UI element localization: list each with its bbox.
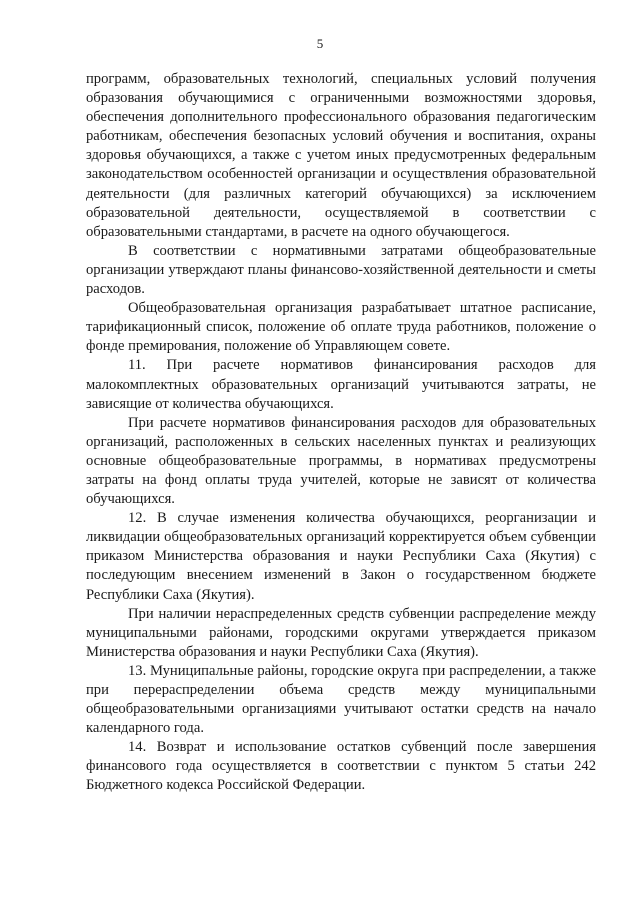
document-body bbox=[86, 70, 596, 796]
paragraph-clause-11: 11. При расчете нормативов финансирования расходов для малокомплектных образовательных организаций учитываются затраты, не зависящие от количества обучающихся. bbox=[86, 357, 596, 412]
paragraph: При наличии нераспределенных средств субвенции распределение между муниципальными районами, городскими округами утверждается приказом Министерства образования и науки Республики Саха (Якутия). bbox=[86, 605, 596, 660]
paragraph: В соответствии с нормативными затратами общеобразовательные организации утверждают планы финансово-хозяйственной деятельности и сметы расходов. bbox=[86, 242, 596, 298]
paragraph-clause-12: 12. В случае изменения количества обучающихся, реорганизации и ликвидации общеобразовательных организаций корректируется объем субвенции приказом Министерства образования и науки Республики Саха (Якутия) с последующим внесением изменений в Закон о государственном бюджете Республики Саха (Якутия). bbox=[86, 510, 596, 603]
paragraph-clause-13: 13. Муниципальные районы, городские округа при распределении, а также при перераспределении объема средств между муниципальными общеобразовательными организациями учитывают остатки средств на начало календарного года. bbox=[86, 662, 596, 737]
page-number: 5 bbox=[316, 36, 324, 51]
paragraph: При расчете нормативов финансирования расходов для образовательных организаций, расположенных в сельских населенных пунктах и реализующих основные общеобразовательные программы, в нормативах предусмотрены затраты на фонд оплаты труда учителей, которые не зависят от количества обучающихся. bbox=[86, 414, 596, 508]
paragraph: Общеобразовательная организация разрабатывает штатное расписание, тарификационный список, положение об оплате труда работников, положение о фонде премирования, положение об Управляющем совете. bbox=[86, 300, 596, 355]
paragraph-clause-14: 14. Возврат и использование остатков субвенций после завершения финансового года осуществляется в соответствии с пунктом 5 статьи 242 Бюджетного кодекса Российской Федерации. bbox=[86, 739, 596, 794]
paragraph-continuation: программ, образовательных технологий, специальных условий получения образования обучающимися с ограниченными возможностями здоровья, обеспечения дополнительного профессионального образования педагогическим работникам, обеспечения безопасных условий обучения и воспитания, охраны здоровья обучающихся, а также с учетом иных предусмотренных федеральным законодательством особенностей организации и осуществления образовательной деятельности (для различных категорий обучающихся) за исключением образовательной деятельности, осуществляемой в соответствии с образовательными стандартами, в расчете на одного обучающегося. bbox=[86, 71, 596, 240]
